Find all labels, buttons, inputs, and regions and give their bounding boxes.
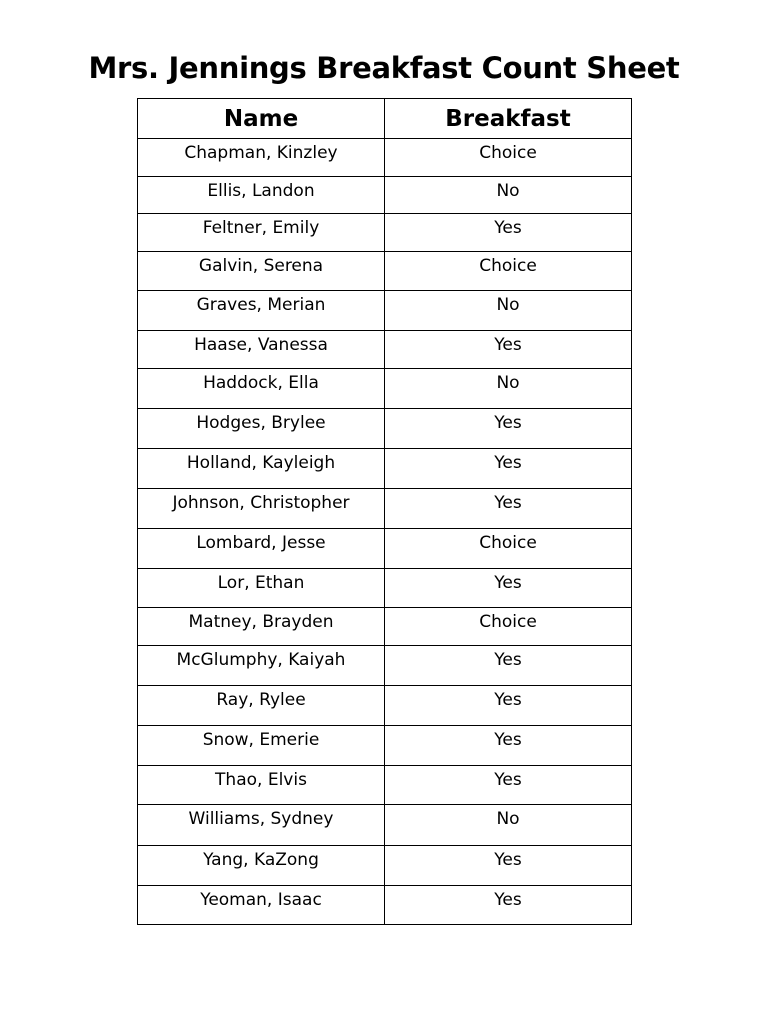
header-row — [138, 99, 632, 139]
cell-name: Lombard, Jesse — [138, 529, 385, 569]
table-row — [138, 726, 632, 766]
table-row — [138, 805, 632, 846]
column-header-name: Name — [138, 99, 385, 139]
cell-name: Yang, KaZong — [138, 846, 385, 886]
cell-name: Johnson, Christopher — [138, 489, 385, 529]
cell-name: Thao, Elvis — [138, 766, 385, 805]
table-header — [138, 99, 632, 139]
cell-name: Lor, Ethan — [138, 569, 385, 608]
table-row — [138, 449, 632, 489]
table-row — [138, 409, 632, 449]
cell-breakfast: Yes — [385, 766, 632, 805]
table-row — [138, 252, 632, 291]
table-row — [138, 489, 632, 529]
cell-breakfast: Yes — [385, 846, 632, 886]
table-row — [138, 291, 632, 331]
cell-breakfast: Choice — [385, 139, 632, 177]
table-body — [138, 139, 632, 925]
table-row — [138, 766, 632, 805]
cell-name: Haddock, Ella — [138, 369, 385, 409]
column-header-breakfast: Breakfast — [385, 99, 632, 139]
cell-name: Matney, Brayden — [138, 608, 385, 646]
table-row — [138, 646, 632, 686]
cell-name: Haase, Vanessa — [138, 331, 385, 369]
cell-breakfast: No — [385, 805, 632, 846]
page-title: Mrs. Jennings Breakfast Count Sheet — [88, 51, 680, 85]
cell-breakfast: No — [385, 177, 632, 214]
table-row — [138, 608, 632, 646]
cell-breakfast: Yes — [385, 569, 632, 608]
cell-name: Ray, Rylee — [138, 686, 385, 726]
cell-name: Galvin, Serena — [138, 252, 385, 291]
cell-name: Hodges, Brylee — [138, 409, 385, 449]
table-row — [138, 214, 632, 252]
cell-breakfast: Yes — [385, 886, 632, 925]
breakfast-count-table — [137, 98, 632, 925]
table-row — [138, 529, 632, 569]
cell-name: Holland, Kayleigh — [138, 449, 385, 489]
table-row — [138, 686, 632, 726]
table-row — [138, 139, 632, 177]
table-row — [138, 846, 632, 886]
cell-breakfast: Yes — [385, 409, 632, 449]
cell-name: Feltner, Emily — [138, 214, 385, 252]
cell-breakfast: No — [385, 291, 632, 331]
cell-breakfast: Yes — [385, 331, 632, 369]
cell-breakfast: Choice — [385, 608, 632, 646]
cell-name: Chapman, Kinzley — [138, 139, 385, 177]
cell-name: Snow, Emerie — [138, 726, 385, 766]
table-row — [138, 177, 632, 214]
cell-breakfast: Yes — [385, 646, 632, 686]
cell-name: Graves, Merian — [138, 291, 385, 331]
table-row — [138, 369, 632, 409]
cell-breakfast: Yes — [385, 726, 632, 766]
table-row — [138, 569, 632, 608]
cell-name: McGlumphy, Kaiyah — [138, 646, 385, 686]
cell-name: Williams, Sydney — [138, 805, 385, 846]
cell-name: Ellis, Landon — [138, 177, 385, 214]
cell-breakfast: Yes — [385, 489, 632, 529]
cell-breakfast: Yes — [385, 214, 632, 252]
table-row — [138, 886, 632, 925]
cell-breakfast: Choice — [385, 529, 632, 569]
cell-breakfast: Yes — [385, 686, 632, 726]
cell-breakfast: Choice — [385, 252, 632, 291]
table-row — [138, 331, 632, 369]
cell-breakfast: Yes — [385, 449, 632, 489]
cell-name: Yeoman, Isaac — [138, 886, 385, 925]
cell-breakfast: No — [385, 369, 632, 409]
